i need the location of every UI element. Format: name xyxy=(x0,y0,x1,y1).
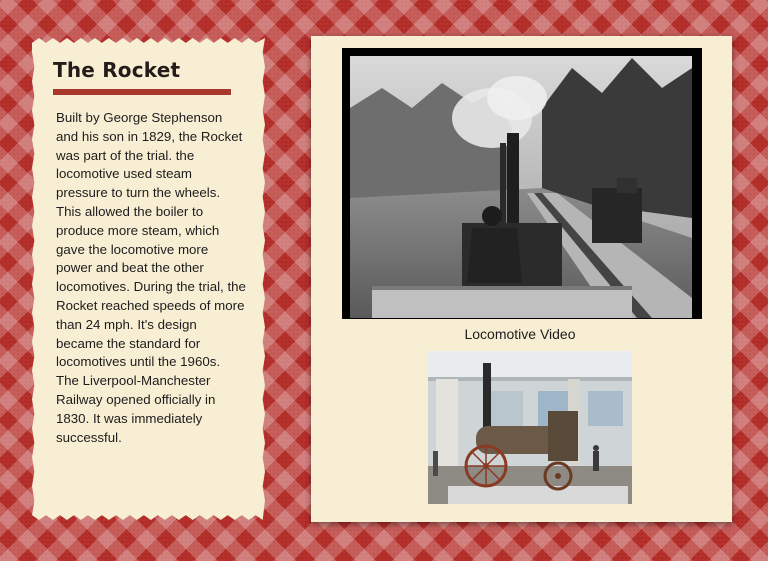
title-underline xyxy=(53,89,231,95)
page-title: The Rocket xyxy=(53,58,181,82)
video-caption: Locomotive Video xyxy=(464,326,576,342)
locomotive-video[interactable] xyxy=(342,48,702,319)
description-text: Built by George Stephenson and his son in 1829, the Rocket was part of the trial. the locomotive used steam pressure to turn the wheels. This allowed the boiler to produce more steam, which gave the locomotive more power and beat the other locomotives. During the trial, the Rocket reached speeds of more than 24 mph. It's design became the standard for locomotives until the 1960s. The Liverpool-Manchester Railway opened officially in 1830. It was immediately successful. xyxy=(56,110,246,445)
video-frame xyxy=(342,48,702,319)
museum-photo xyxy=(428,351,632,504)
rocket-locomotive-photo xyxy=(428,351,632,504)
